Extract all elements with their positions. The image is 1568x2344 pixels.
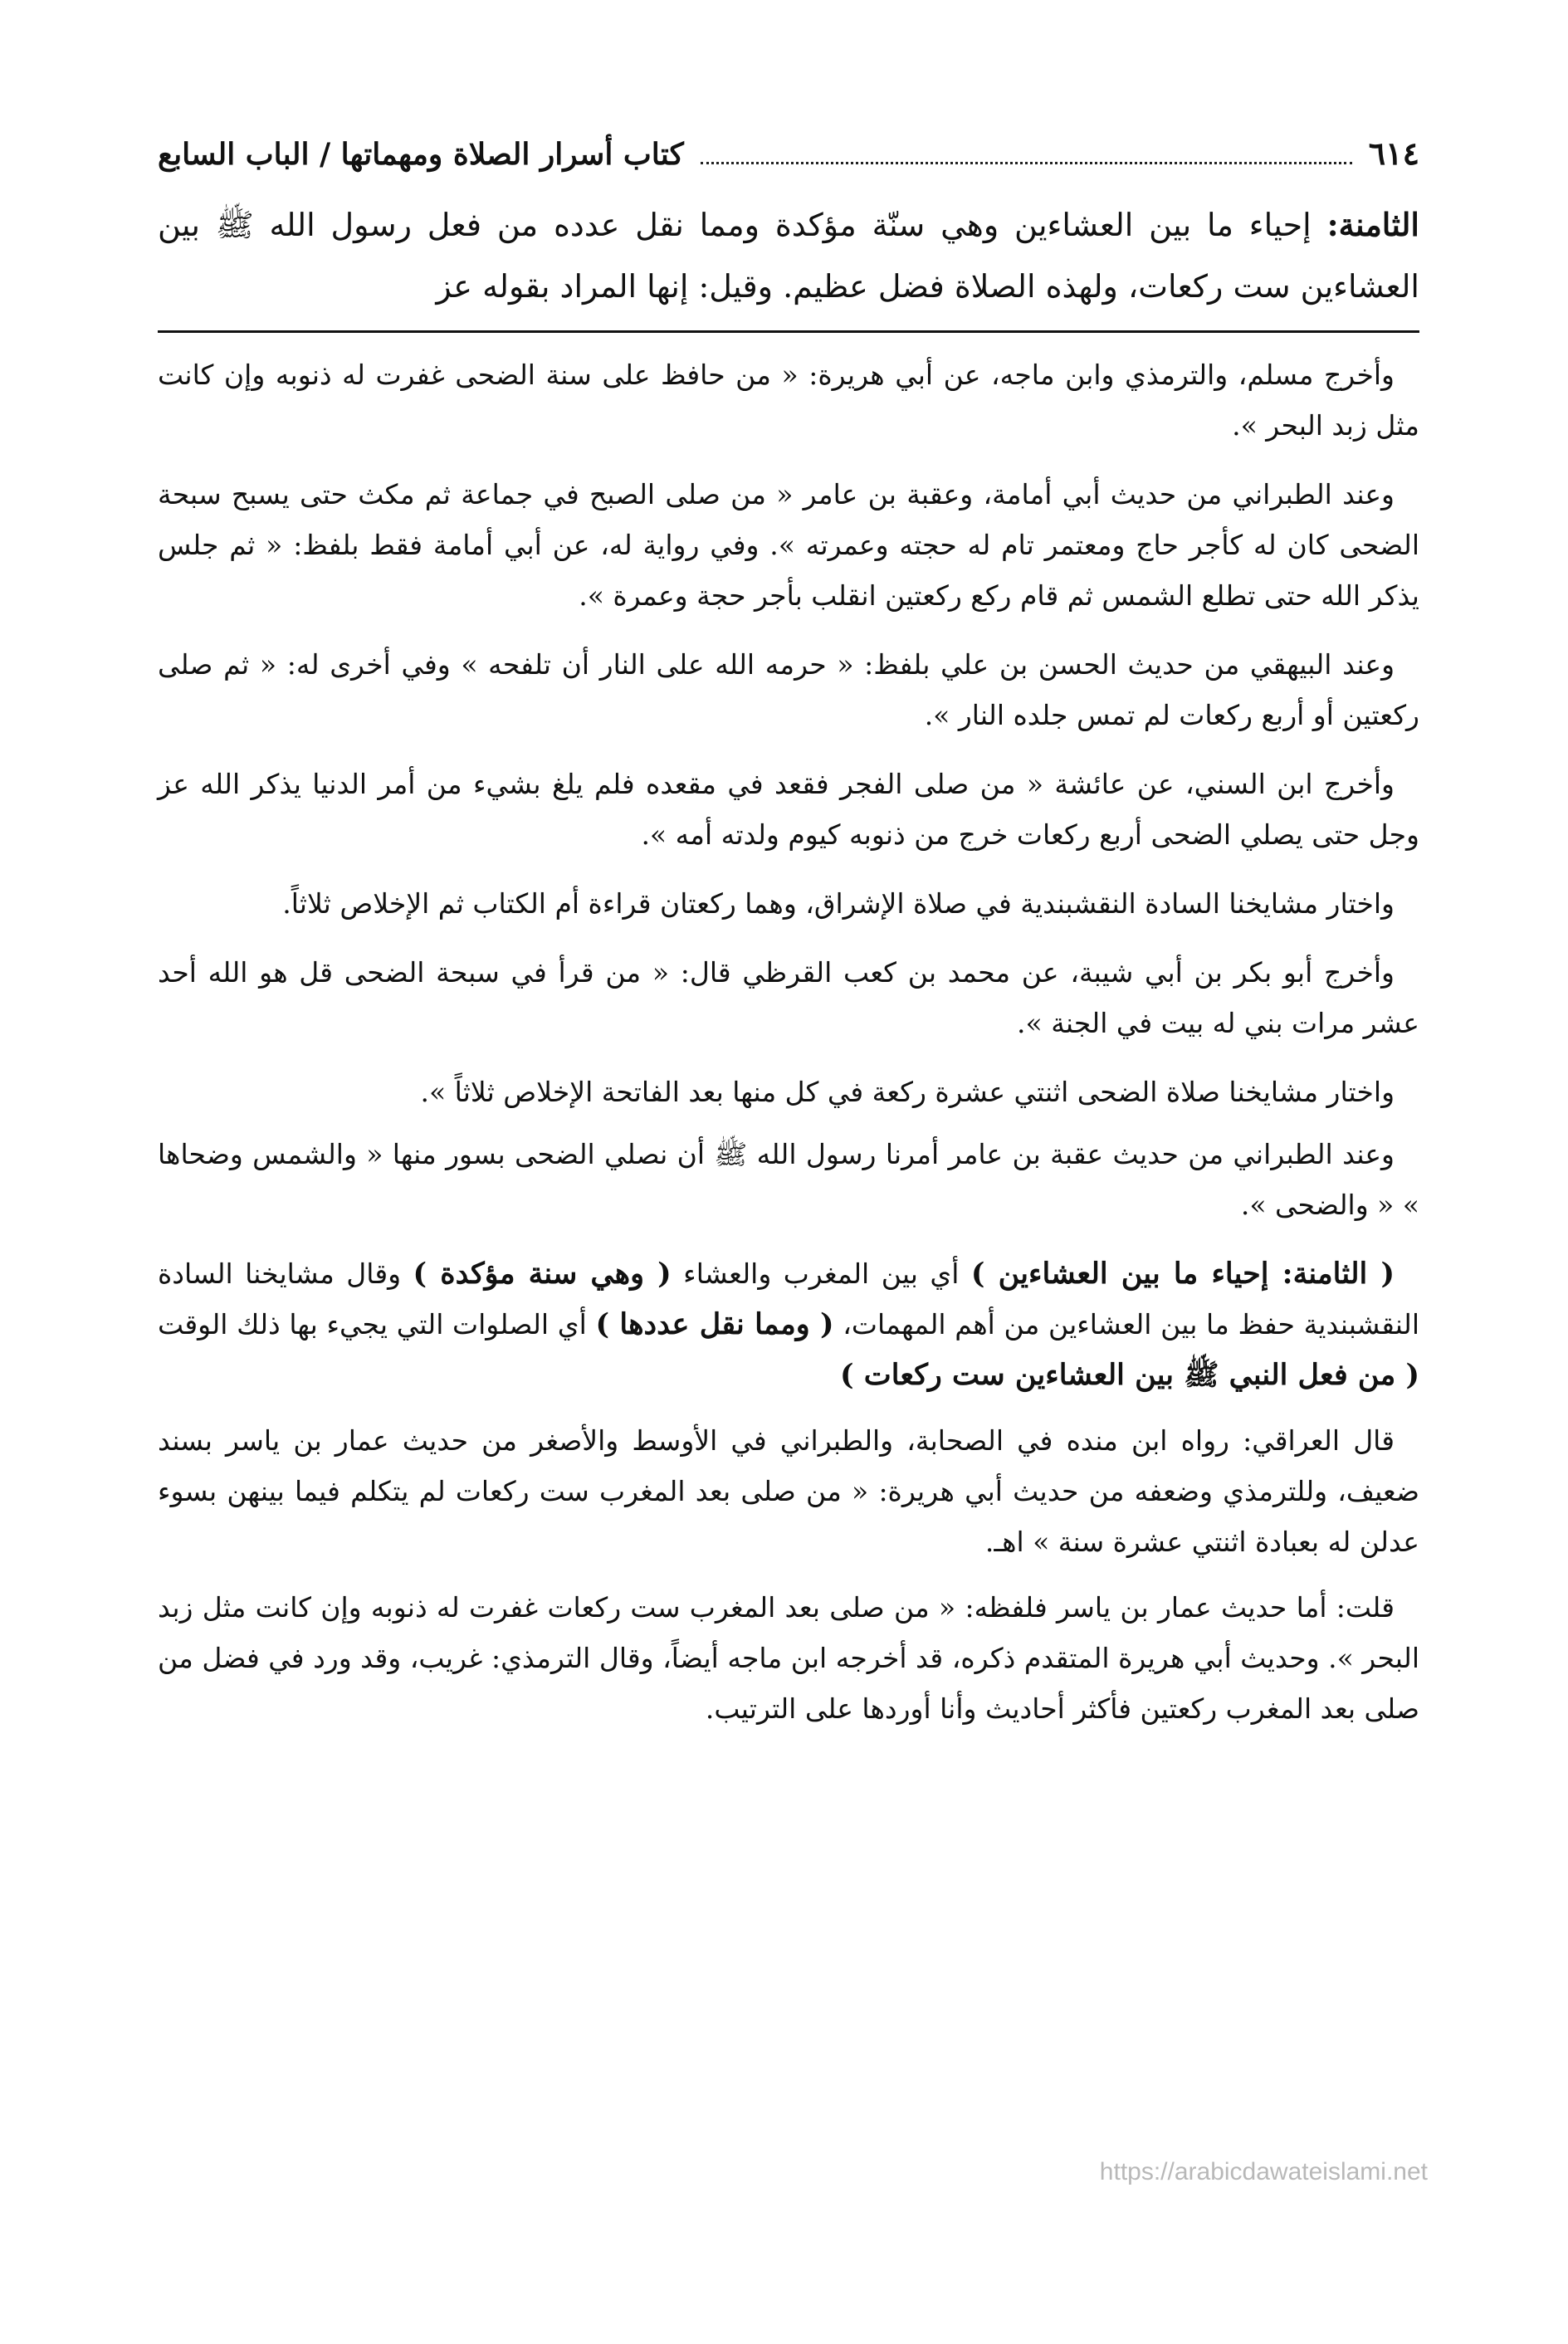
footnote-paragraph: وأخرج ابن السني، عن عائشة « من صلى الفجر فقعد في مقعده فلم يلغ بشيء من أمر الدنيا يذكر الله عز وجل حتى يصلي الضحى أربع ركعات خرج من ذنوبه كيوم ولدته أمه ».	[158, 768, 1419, 851]
footnote-divider	[158, 330, 1419, 333]
commentary-text: أي بين المغرب والعشاء	[671, 1257, 971, 1290]
main-lead-word: الثامنة:	[1326, 206, 1419, 243]
commentary-paragraph: قلت: أما حديث عمار بن ياسر فلفظه: « من صلى بعد المغرب ست ركعات غفرت له ذنوبه وإن كانت مثل زبد البحر ». وحديث أبي هريرة المتقدم ذكره، قد أخرجه ابن ماجه أيضاً، وقال الترمذي: غريب، وقد ورد في فضل من صلى بعد المغرب ركعتين فأكثر أحاديث وأنا أوردها على الترتيب.	[158, 1591, 1419, 1725]
commentary	[158, 1248, 1419, 1734]
site-watermark: https://arabicdawateislami.net	[1099, 2158, 1428, 2185]
main-paragraph: إحياء ما بين العشاءين وهي سنّة مؤكدة ومما نقل عدده من فعل رسول الله ﷺ بين العشاءين ست ركعات، ولهذه الصلاة فضل عظيم. وقيل: إنها المراد بقوله عز	[158, 207, 1419, 305]
footnotes	[158, 349, 1419, 1230]
commentary-text: أي الصلوات التي يجيء بها ذلك الوقت	[158, 1308, 596, 1340]
main-text	[158, 194, 1419, 317]
page-number: ٦١٤	[1368, 134, 1419, 172]
commentary-paragraph	[158, 1248, 1419, 1400]
commentary-bold: ( الثامنة: إحياء ما بين العشاءين )	[970, 1257, 1395, 1291]
book-page	[158, 125, 1419, 2266]
footnote-paragraph: وعند البيهقي من حديث الحسن بن علي بلفظ: « حرمه الله على النار أن تلفحه » وفي أخرى له: « ثم صلى ركعتين أو أربع ركعات لم تمس جلده النار ».	[158, 648, 1419, 731]
commentary-paragraph: قال العراقي: رواه ابن منده في الصحابة، والطبراني في الأوسط والأصغر من حديث عمار بن ياسر بسند ضعيف، وللترمذي وضعفه من حديث أبي هريرة: « من صلى بعد المغرب ست ركعات لم يتكلم فيما بينهن بسوء عدلن له بعبادة اثنتي عشرة سنة » اهـ.	[158, 1424, 1419, 1558]
footnote-paragraph: وعند الطبراني من حديث أبي أمامة، وعقبة بن عامر « من صلى الصبح في جماعة ثم مكث حتى يسبح سبحة الضحى كان له كأجر حاج ومعتمر تام له حجته وعمرته ». وفي رواية له، عن أبي أمامة فقط بلفظ: « ثم جلس يذكر الله حتى تطلع الشمس ثم قام ركع ركعتين انقلب بأجر حجة وعمرة ».	[158, 478, 1419, 612]
footnote-paragraph: وأخرج أبو بكر بن أبي شيبة، عن محمد بن كعب القرظي قال: « من قرأ في سبحة الضحى قل هو الله أحد عشر مرات بني له بيت في الجنة ».	[158, 956, 1419, 1039]
commentary-bold: ( من فعل النبي ﷺ بين العشاءين ست ركعات )	[840, 1358, 1419, 1392]
footnote-paragraph: وأخرج مسلم، والترمذي وابن ماجه، عن أبي هريرة: « من حافظ على سنة الضحى غفرت له ذنوبه وإن كانت مثل زبد البحر ».	[158, 359, 1419, 442]
footnote-paragraph: وعند الطبراني من حديث عقبة بن عامر أمرنا رسول الله ﷺ أن نصلي الضحى بسور منها « والشمس وضحاها » « والضحى ».	[158, 1138, 1419, 1221]
commentary-bold: ( وهي سنة مؤكدة )	[413, 1257, 672, 1291]
commentary-text: وقال مشايخنا السادة النقشبندية حفظ ما بين العشاءين من أهم المهمات،	[158, 1257, 1419, 1340]
footnote-paragraph: واختار مشايخنا السادة النقشبندية في صلاة الإشراق، وهما ركعتان قراءة أم الكتاب ثم الإخلاص ثلاثاً.	[282, 887, 1395, 920]
commentary-bold: ( ومما نقل عددها )	[595, 1307, 834, 1341]
header-dots	[701, 132, 1352, 164]
page-header	[158, 125, 1419, 183]
chapter-title: كتاب أسرار الصلاة ومهماتها / الباب السابع	[158, 137, 684, 172]
footnote-paragraph: واختار مشايخنا صلاة الضحى اثنتي عشرة ركعة في كل منها بعد الفاتحة الإخلاص ثلاثاً ».	[420, 1076, 1395, 1108]
